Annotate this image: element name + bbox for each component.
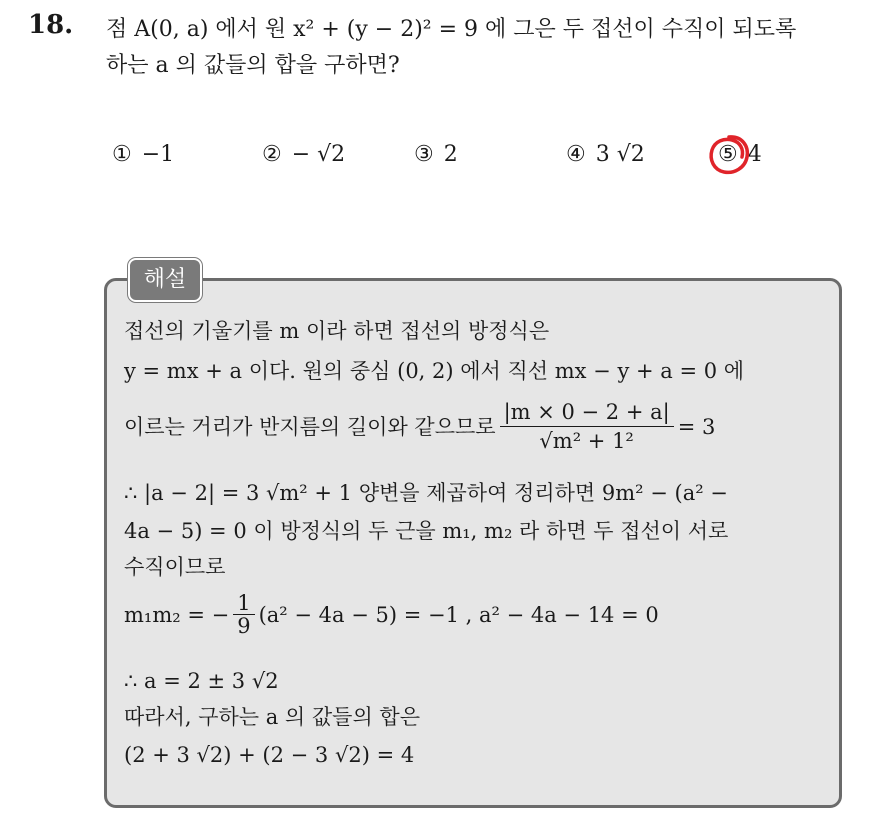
solution-line-5: 4a − 5) = 0 이 방정식의 두 근을 m₁, m₂ 라 하면 두 접선이 서로	[124, 519, 729, 543]
choice-4[interactable]	[566, 142, 645, 167]
solution-line-8: ∴ a = 2 ± 3 √2	[124, 669, 279, 693]
solution-line-7-lhs: m₁m₂ = −	[124, 602, 230, 627]
choice-1[interactable]	[112, 142, 174, 167]
solution-line-2: y = mx + a 이다. 원의 중심 (0, 2) 에서 직선 mx − y + a = 0 에	[124, 359, 745, 383]
solution-line-7-rhs: (a² − 4a − 5) = −1 , a² − 4a − 14 = 0	[258, 602, 659, 627]
choice-2-value: − √2	[291, 142, 346, 167]
choice-1-value: −1	[141, 142, 175, 167]
choice-1-marker: ①	[112, 142, 132, 167]
distance-fraction-numerator: |m × 0 − 2 + a|	[500, 398, 674, 427]
solution-line-7	[124, 592, 659, 637]
choice-4-marker: ④	[566, 142, 586, 167]
one-ninth-numerator: 1	[233, 592, 254, 615]
solution-line-4: ∴ |a − 2| = 3 √m² + 1 양변을 제곱하여 정리하면 9m² − (a² −	[124, 481, 728, 505]
answer-circle-mark	[706, 132, 752, 178]
choice-2-marker: ②	[262, 142, 282, 167]
choice-5-value: 4	[747, 142, 762, 167]
problem-number: 18.	[28, 10, 74, 40]
distance-fraction-denominator: √m² + 1²	[539, 429, 634, 453]
solution-line-9: 따라서, 구하는 a 의 값들의 합은	[124, 705, 421, 729]
solution-line-3	[124, 398, 715, 455]
one-ninth-fraction	[233, 592, 254, 637]
question-line-2: 하는 a 의 값들의 합을 구하면?	[106, 53, 400, 78]
choice-3-marker: ③	[414, 142, 434, 167]
question-text	[106, 12, 866, 84]
solution-line-1: 접선의 기울기를 m 이라 하면 접선의 방정식은	[124, 319, 550, 343]
choice-4-value: 3 √2	[595, 142, 645, 167]
solution-line-6: 수직이므로	[124, 555, 226, 579]
choice-2[interactable]	[262, 142, 345, 167]
choice-5-marker: ⑤	[718, 142, 738, 167]
choice-3[interactable]	[414, 142, 458, 167]
solution-line-3-text: 이르는 거리가 반지름의 길이와 같으므로	[124, 414, 496, 439]
solution-line-3-rhs: = 3	[677, 414, 716, 439]
question-line-1: 점 A(0, a) 에서 원 x² + (y − 2)² = 9 에 그은 두 접선이 수직이 되도록	[106, 17, 797, 42]
solution-tab-label: 해설	[128, 258, 202, 302]
one-ninth-denominator: 9	[237, 614, 251, 638]
choice-3-value: 2	[443, 142, 458, 167]
distance-fraction	[500, 398, 674, 455]
solution-line-10: (2 + 3 √2) + (2 − 3 √2) = 4	[124, 743, 415, 767]
